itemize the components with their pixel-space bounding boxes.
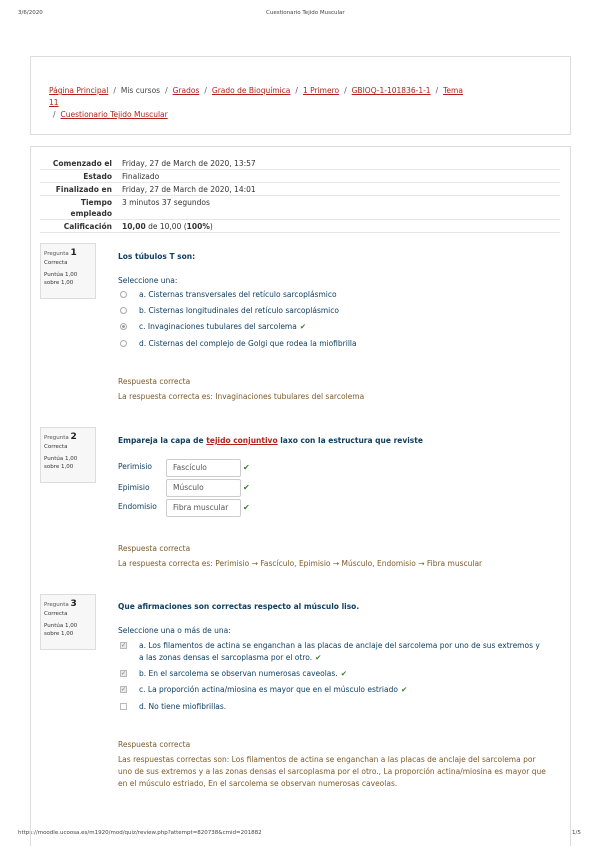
breadcrumb-course[interactable]: GBIOQ-1-101836-1-1 — [351, 86, 431, 95]
breadcrumb-my-courses: Mis cursos — [120, 86, 161, 95]
summary-row-time — [40, 196, 560, 220]
answer-option-selected[interactable] — [120, 685, 407, 694]
breadcrumb-separator: / — [53, 110, 56, 119]
option-label: c. Invaginaciones tubulares del sarcolema — [139, 322, 297, 331]
breadcrumb-panel — [30, 56, 571, 135]
question-points: Puntúa 1,00 sobre 1,00 — [44, 456, 78, 470]
checkbox-icon[interactable]: ✓ — [121, 686, 127, 693]
print-page: 1/5 — [572, 830, 581, 836]
option-label: b. En el sarcolema se observan numerosas caveolas. — [139, 669, 338, 678]
question-status: Correcta — [44, 260, 68, 266]
radio-icon[interactable] — [120, 340, 127, 347]
check-icon: ✔ — [243, 503, 250, 512]
print-title: Cuestionario Tejido Muscular — [266, 10, 345, 16]
breadcrumb-separator: / — [435, 86, 439, 95]
answer-option-selected[interactable] — [120, 669, 347, 678]
summary-row-grade — [40, 220, 560, 233]
main-panel — [30, 146, 571, 846]
question-info-1 — [40, 243, 96, 299]
grade-value: 10,00 — [122, 222, 146, 231]
question-status: Correcta — [44, 611, 68, 617]
summary-row-finished — [40, 183, 560, 196]
summary-label: Finalizado en — [55, 185, 112, 194]
feedback-label: Respuesta correcta — [118, 740, 191, 749]
question-prompt: Seleccione una o más de una: — [118, 626, 231, 635]
breadcrumb-separator: / — [165, 86, 168, 95]
breadcrumb-year[interactable]: 1 Primero — [302, 86, 340, 95]
question-text-end: laxo con la estructura que reviste — [277, 436, 423, 445]
feedback-text: Las respuestas correctas son: Los filamentos de actina se enganchan a las placas de anclaje del sarcolema por uno de sus extremos y a las zonas densas el sarcoplasma por el otro., La proporción actina/miosina es mayor que en el músculo estriado, En el sarcolema se observan numerosas caveolas. — [118, 755, 546, 788]
summary-label: Tiempo empleado — [70, 198, 112, 218]
radio-icon[interactable] — [120, 291, 127, 298]
feedback-label: Respuesta correcta — [118, 544, 191, 553]
question-text-start: Empareja la capa de — [118, 436, 207, 445]
summary-value: Friday, 27 de March de 2020, 13:57 — [122, 159, 256, 168]
summary-row-state — [40, 170, 560, 183]
breadcrumb-topic[interactable]: Tema 11 — [49, 86, 463, 107]
question-status: Correcta — [44, 444, 68, 450]
feedback-text: La respuesta correcta es: Invaginaciones tubulares del sarcolema — [118, 392, 365, 401]
option-text: a. Los filamentos de actina se enganchan a las placas de anclaje del sarcolema por uno de sus extremos y a las zonas densas el sarcoplasma por el otro. — [139, 641, 540, 662]
match-label: Perimisio — [118, 462, 153, 471]
question-num: 1 — [70, 248, 77, 258]
summary-label: Estado — [83, 172, 112, 181]
print-url: https://moodle.ucoosa.es/m1920/mod/quiz/review.php?attempt=820738&cmid=201882 — [18, 830, 262, 836]
grade-mid: de 10,00 ( — [145, 222, 187, 231]
breadcrumb-separator: / — [113, 86, 116, 95]
glossary-link[interactable]: tejido conjuntivo — [206, 436, 278, 445]
check-icon: ✔ — [340, 669, 347, 678]
checkbox-icon[interactable]: ✓ — [121, 642, 127, 649]
answer-option[interactable] — [120, 702, 226, 711]
check-icon: ✔ — [243, 463, 250, 472]
check-icon: ✔ — [299, 322, 307, 331]
match-select[interactable]: Músculo — [166, 479, 241, 497]
question-text: Que afirmaciones son correctas respecto al músculo liso. — [118, 602, 360, 611]
option-label: d. Cisternas del complejo de Golgi que rodea la miofibrilla — [139, 339, 357, 348]
checkbox-icon[interactable]: ✓ — [121, 670, 127, 677]
question-number — [44, 432, 92, 442]
breadcrumb-quiz[interactable]: Cuestionario Tejido Muscular — [60, 110, 168, 119]
question-info-3 — [40, 594, 96, 650]
question-text — [118, 436, 423, 445]
option-label: b. Cisternas longitudinales del retículo sarcoplásmico — [139, 306, 339, 315]
radio-icon[interactable] — [120, 323, 127, 330]
question-info-2 — [40, 427, 96, 483]
print-date: 3/6/2020 — [18, 10, 43, 16]
question-label: Pregunta — [44, 602, 69, 608]
option-label: c. La proporción actina/miosina es mayor que en el músculo estriado — [139, 685, 398, 694]
attempt-summary-table — [40, 157, 560, 233]
answer-option-selected[interactable] — [120, 322, 306, 331]
summary-value: Finalizado — [122, 172, 160, 181]
summary-value — [118, 221, 560, 232]
match-select[interactable]: Fascículo — [166, 459, 241, 477]
grade-end: ) — [209, 222, 213, 231]
question-number — [44, 599, 92, 609]
answer-option[interactable] — [120, 290, 337, 299]
match-select[interactable]: Fibra muscular — [166, 499, 241, 517]
option-label — [139, 640, 540, 664]
question-num: 3 — [70, 599, 77, 609]
question-prompt: Seleccione una: — [118, 276, 178, 285]
check-icon: ✔ — [400, 685, 408, 694]
breadcrumb-separator: / — [204, 86, 207, 95]
radio-icon[interactable] — [120, 307, 127, 314]
feedback-text: La respuesta correcta es: Perimisio → Fascículo, Epimisio → Músculo, Endomisio → Fibra muscular — [118, 559, 483, 568]
answer-option-selected[interactable] — [120, 640, 540, 664]
option-label: a. Cisternas transversales del retículo sarcoplásmico — [139, 290, 337, 299]
check-icon: ✔ — [315, 653, 322, 662]
breadcrumb-separator: / — [295, 86, 298, 95]
summary-label: Comenzado el — [52, 159, 112, 168]
answer-option[interactable] — [120, 339, 357, 348]
grade-percent: 100% — [186, 222, 210, 231]
option-label: d. No tiene miofibrillas. — [139, 702, 227, 711]
question-points: Puntúa 1,00 sobre 1,00 — [44, 272, 78, 286]
match-label: Endomisio — [118, 502, 157, 511]
summary-value: Friday, 27 de March de 2020, 14:01 — [122, 185, 256, 194]
match-label: Epimisio — [118, 483, 150, 492]
answer-option[interactable] — [120, 306, 339, 315]
feedback-label: Respuesta correcta — [118, 377, 191, 386]
breadcrumb — [49, 85, 469, 121]
breadcrumb-separator: / — [344, 86, 347, 95]
question-label: Pregunta — [44, 251, 69, 257]
summary-row-started — [40, 157, 560, 170]
summary-value: 3 minutos 37 segundos — [122, 198, 210, 207]
breadcrumb-grados[interactable]: Grados — [172, 86, 200, 95]
checkbox-icon[interactable] — [120, 703, 127, 710]
question-label: Pregunta — [44, 435, 69, 441]
breadcrumb-home[interactable]: Página Principal — [49, 86, 109, 95]
check-icon: ✔ — [243, 483, 250, 492]
question-num: 2 — [70, 432, 77, 442]
question-points: Puntúa 1,00 sobre 1,00 — [44, 623, 78, 637]
breadcrumb-grado[interactable]: Grado de Bioquímica — [211, 86, 291, 95]
question-number — [44, 248, 92, 258]
question-text: Los túbulos T son: — [118, 252, 196, 261]
summary-label: Calificación — [63, 222, 112, 231]
